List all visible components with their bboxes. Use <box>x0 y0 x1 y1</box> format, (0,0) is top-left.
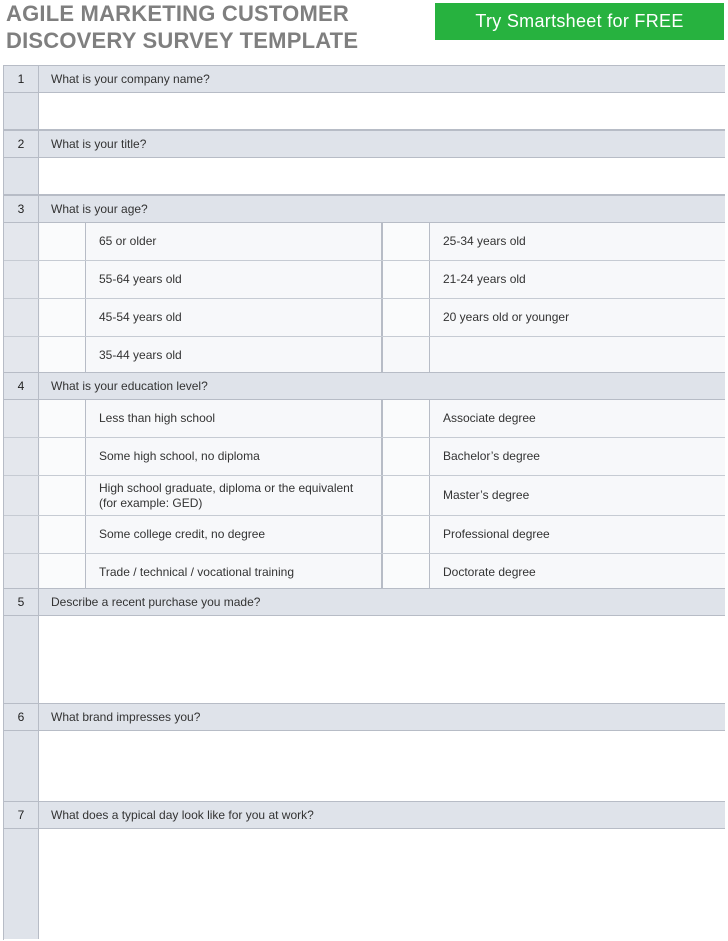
option-row <box>4 223 725 261</box>
question-text: What does a typical day look like for you at work? <box>51 808 314 822</box>
option-label: Professional degree <box>443 527 550 541</box>
question-1-header <box>4 65 725 93</box>
survey-form <box>3 65 724 940</box>
edu-less-than-hs-checkbox[interactable] <box>40 400 86 437</box>
age-35-44-checkbox[interactable] <box>40 337 86 374</box>
question-7-answer-row <box>4 829 725 939</box>
row-gutter <box>4 299 39 336</box>
row-gutter <box>4 829 39 939</box>
question-text: What is your title? <box>51 137 147 151</box>
question-number: 5 <box>4 589 39 615</box>
question-text: What is your education level? <box>51 379 208 393</box>
age-55-64-checkbox[interactable] <box>40 261 86 298</box>
edu-master-checkbox[interactable] <box>381 476 430 515</box>
question-7-header <box>4 801 725 829</box>
age-21-24-checkbox[interactable] <box>381 261 430 298</box>
question-text: What is your age? <box>51 202 148 216</box>
question-number: 4 <box>4 373 39 399</box>
edu-professional-checkbox[interactable] <box>381 516 430 553</box>
option-label: 21-24 years old <box>443 272 526 286</box>
option-label: Doctorate degree <box>443 565 536 579</box>
question-text: Describe a recent purchase you made? <box>51 595 261 609</box>
question-5-header <box>4 588 725 616</box>
option-label: 20 years old or younger <box>443 310 570 324</box>
age-45-54-checkbox[interactable] <box>40 299 86 336</box>
question-number: 6 <box>4 704 39 730</box>
option-label: 55-64 years old <box>99 272 182 286</box>
option-label: Less than high school <box>99 411 216 425</box>
row-gutter <box>4 554 39 591</box>
question-number: 2 <box>4 131 39 157</box>
title-line-1: AGILE MARKETING CUSTOMER <box>6 1 349 26</box>
option-row <box>4 337 725 375</box>
row-gutter <box>4 731 39 801</box>
question-number: 7 <box>4 802 39 828</box>
question-6-header <box>4 703 725 731</box>
option-label: Associate degree <box>443 411 536 425</box>
row-gutter <box>4 223 39 260</box>
option-label: Bachelor’s degree <box>443 449 540 463</box>
recent-purchase-field[interactable] <box>40 616 725 703</box>
question-3-header <box>4 195 725 223</box>
row-gutter <box>4 261 39 298</box>
brand-field[interactable] <box>40 731 725 801</box>
row-gutter <box>4 337 39 374</box>
question-2-answer-row <box>4 158 725 195</box>
try-smartsheet-button[interactable]: Try Smartsheet for FREE <box>435 3 724 40</box>
option-row <box>4 554 725 592</box>
option-label: Some college credit, no degree <box>99 527 266 541</box>
edu-hs-graduate-checkbox[interactable] <box>40 476 86 515</box>
option-label: Trade / technical / vocational training <box>99 565 294 579</box>
option-row <box>4 299 725 337</box>
question-text: What brand impresses you? <box>51 710 201 724</box>
age-65-plus-checkbox[interactable] <box>40 223 86 260</box>
age-20-under-checkbox[interactable] <box>381 299 430 336</box>
option-row <box>4 476 725 516</box>
company-name-field[interactable] <box>40 93 725 129</box>
empty-cell <box>381 337 430 374</box>
age-25-34-checkbox[interactable] <box>381 223 430 260</box>
question-number: 1 <box>4 66 39 92</box>
option-row <box>4 516 725 554</box>
question-1-answer-row <box>4 93 725 130</box>
edu-some-hs-checkbox[interactable] <box>40 438 86 475</box>
row-gutter <box>4 93 39 129</box>
question-6-answer-row <box>4 731 725 802</box>
option-label: Master’s degree <box>443 488 530 502</box>
option-label: Some high school, no diploma <box>99 449 260 463</box>
edu-doctorate-checkbox[interactable] <box>381 554 430 591</box>
option-label: High school graduate, diploma or the equivalent (for example: GED) <box>99 480 354 510</box>
question-5-answer-row <box>4 616 725 704</box>
option-label: 65 or older <box>99 234 157 248</box>
question-number: 3 <box>4 196 39 222</box>
question-text: What is your company name? <box>51 72 210 86</box>
option-row <box>4 261 725 299</box>
typical-day-field[interactable] <box>40 829 725 939</box>
row-gutter <box>4 400 39 437</box>
question-2-header <box>4 130 725 158</box>
row-gutter <box>4 438 39 475</box>
row-gutter <box>4 476 39 515</box>
title-field[interactable] <box>40 158 725 194</box>
option-label: 45-54 years old <box>99 310 182 324</box>
row-gutter <box>4 616 39 703</box>
row-gutter <box>4 516 39 553</box>
option-label: 35-44 years old <box>99 348 182 362</box>
edu-trade-checkbox[interactable] <box>40 554 86 591</box>
edu-some-college-checkbox[interactable] <box>40 516 86 553</box>
row-gutter <box>4 158 39 194</box>
option-row <box>4 400 725 438</box>
page-title <box>6 0 406 54</box>
edu-bachelor-checkbox[interactable] <box>381 438 430 475</box>
title-line-2: DISCOVERY SURVEY TEMPLATE <box>6 28 359 53</box>
option-label: 25-34 years old <box>443 234 526 248</box>
option-row <box>4 438 725 476</box>
edu-associate-checkbox[interactable] <box>381 400 430 437</box>
question-4-header <box>4 372 725 400</box>
